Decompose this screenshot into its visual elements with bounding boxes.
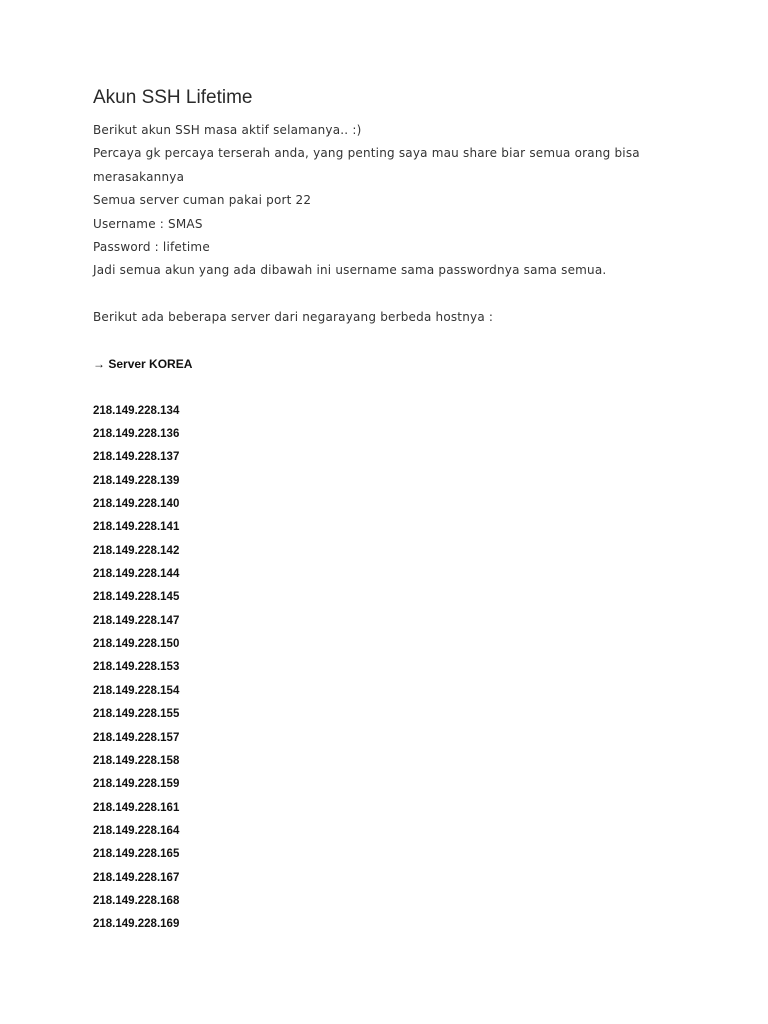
ip-address: 218.149.228.167 — [93, 871, 180, 884]
spacer — [93, 376, 713, 399]
ip-address: 218.149.228.139 — [93, 474, 180, 487]
spacer — [93, 283, 713, 306]
server-section-heading — [93, 353, 713, 376]
ip-address: 218.149.228.144 — [93, 568, 180, 581]
ip-address: 218.149.228.157 — [93, 731, 180, 744]
ip-address: 218.149.228.145 — [93, 591, 180, 604]
document-page — [93, 86, 713, 937]
ip-address: 218.149.228.147 — [93, 614, 180, 627]
ip-address: 218.149.228.165 — [93, 848, 180, 861]
ip-address: 218.149.228.141 — [93, 521, 180, 534]
ip-address: 218.149.228.159 — [93, 778, 180, 791]
intro-line: Berikut akun SSH masa aktif selamanya.. :) — [93, 123, 362, 137]
ip-address: 218.149.228.137 — [93, 451, 180, 464]
ip-address: 218.149.228.150 — [93, 638, 180, 651]
intro-line: Jadi semua akun yang ada dibawah ini username sama passwordnya sama semua. — [93, 263, 607, 278]
ip-list — [93, 400, 713, 937]
ip-address: 218.149.228.142 — [93, 544, 180, 557]
ip-address: 218.149.228.155 — [93, 708, 180, 721]
ip-address: 218.149.228.168 — [93, 894, 180, 907]
section-heading-label: Server KOREA — [108, 356, 193, 371]
intro-line: merasakannya — [93, 169, 185, 184]
arrow-icon: → — [93, 356, 105, 371]
intro-text — [93, 119, 713, 283]
ip-address: 218.149.228.161 — [93, 801, 180, 814]
page-title: Akun SSH Lifetime — [93, 87, 253, 108]
ip-address: 218.149.228.164 — [93, 824, 180, 837]
port-info: Semua server cuman pakai port 22 — [93, 193, 312, 208]
username-info: Username : SMAS — [93, 216, 203, 231]
ip-address: 218.149.228.158 — [93, 754, 180, 767]
spacer — [93, 330, 713, 353]
intro-line: Percaya gk percaya terserah anda, yang penting saya mau share biar semua orang bisa — [93, 146, 640, 161]
ip-address: 218.149.228.140 — [93, 498, 180, 511]
servers-intro: Berikut ada beberapa server dari negarayang berbeda hostnya : — [93, 310, 494, 325]
ip-address: 218.149.228.136 — [93, 428, 180, 441]
ip-address: 218.149.228.169 — [93, 918, 180, 931]
ip-address: 218.149.228.134 — [93, 404, 180, 417]
password-info: Password : lifetime — [93, 239, 210, 254]
ip-address: 218.149.228.153 — [93, 661, 180, 674]
ip-address: 218.149.228.154 — [93, 684, 180, 697]
